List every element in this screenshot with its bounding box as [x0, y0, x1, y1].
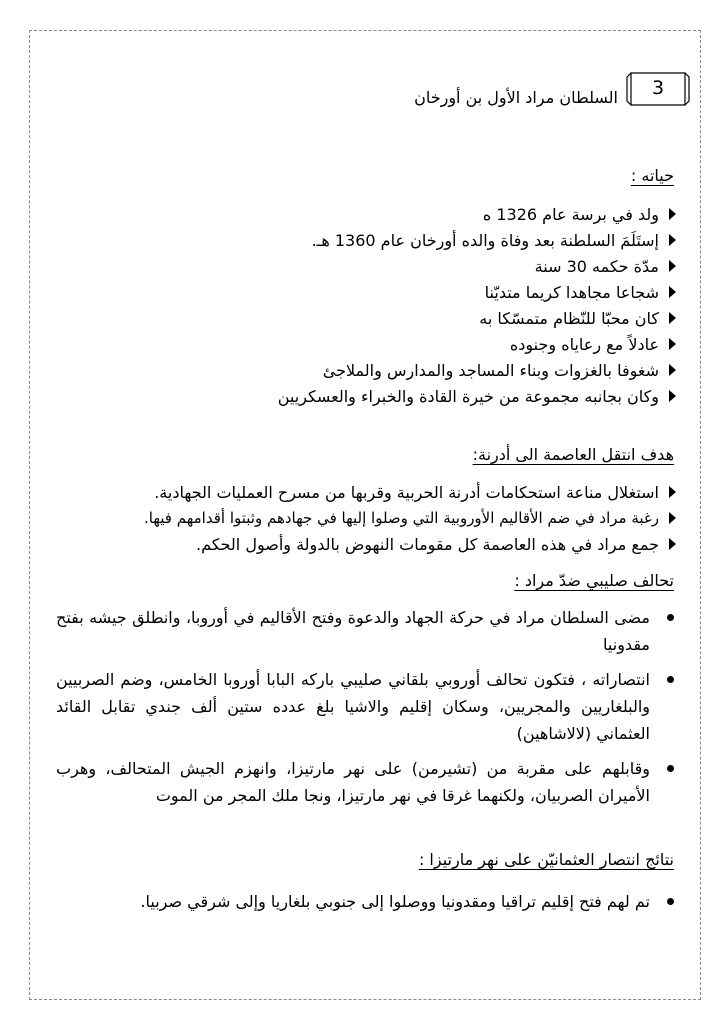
lesson-number-box — [625, 69, 691, 109]
triangle-bullet-icon — [669, 260, 676, 272]
list-item: انتصاراته ، فتكون تحالف أوروبي بلقاني صليبي باركه البابا أوروبا الخامس، وضم الصربيين والبلغاريين والمجريين، وسكان إقليم والاشيا بلغ عدده ستين ألف جندي تقابل القائد العثماني (لالاشاهين) — [56, 666, 676, 747]
bullet-dot-icon — [667, 898, 674, 905]
triangle-bullet-icon — [669, 312, 676, 324]
list-item: جمع مراد في هذه العاصمة كل مقومات النهوض بالدولة وأصول الحكم. — [144, 531, 676, 557]
list-item: وكان بجانبه مجموعة من خيرة القادة والخبراء والعسكريين — [278, 383, 676, 409]
capital-list — [144, 479, 676, 557]
triangle-bullet-icon — [669, 512, 676, 524]
triangle-bullet-icon — [669, 234, 676, 246]
section-heading-life: حياته : — [630, 166, 674, 185]
section-heading-alliance: تحالف صليبي ضدّ مراد : — [514, 571, 674, 590]
bullet-dot-icon — [667, 676, 674, 683]
list-item: كان محبّا للنّظام متمسّكا به — [278, 305, 676, 331]
triangle-bullet-icon — [669, 390, 676, 402]
list-item: شجاعا مجاهدا كريما متديّنا — [278, 279, 676, 305]
list-item: مدّة حكمه 30 سنة — [278, 253, 676, 279]
section-heading-capital: هدف انتقل العاصمة الى أدرنة: — [472, 445, 674, 464]
section-heading-results: نتائج انتصار العثمانيّن على نهر مارتيزا : — [418, 850, 674, 869]
list-item: وقابلهم على مقربة من (تشيرمن) على نهر مارتيزا، وانهزم الجيش المتحالف، وهرب الأميران الصربيان، ولكنهما غرقا في نهر مارتيزا، ونجا ملك المجر من الموت — [56, 755, 676, 809]
list-item: إستَلَمَ السلطنة بعد وفاة والده أورخان عام 1360 هـ. — [278, 227, 676, 253]
triangle-bullet-icon — [669, 208, 676, 220]
page-title: السلطان مراد الأول بن أورخان — [414, 88, 618, 107]
triangle-bullet-icon — [669, 486, 676, 498]
bullet-dot-icon — [667, 765, 674, 772]
results-list — [56, 888, 676, 915]
list-item: مضى السلطان مراد في حركة الجهاد والدعوة وفتح الأقاليم في أوروبا، وانطلق جيشه بفتح مقدونيا — [56, 604, 676, 658]
list-item: تم لهم فتح إقليم تراقيا ومقدونيا ووصلوا إلى جنوبي بلغاريا وإلى شرقي صربيا. — [56, 888, 676, 915]
alliance-list — [56, 604, 676, 809]
life-list — [278, 201, 676, 409]
list-item: استغلال مناعة استحكامات أدرنة الحربية وقربها من مسرح العمليات الجهادية. — [144, 479, 676, 505]
lesson-number: 3 — [651, 77, 665, 99]
bullet-dot-icon — [667, 614, 674, 621]
list-item: عادلاً مع رعاياه وجنوده — [278, 331, 676, 357]
list-item: ولد في برسة عام 1326 ه — [278, 201, 676, 227]
triangle-bullet-icon — [669, 538, 676, 550]
triangle-bullet-icon — [669, 286, 676, 298]
list-item: رغبة مراد في ضم الأقاليم الأوروبية التي وصلوا إليها في جهادهم وثبتوا أقدامهم فيها. — [144, 505, 676, 531]
triangle-bullet-icon — [669, 364, 676, 376]
list-item: شغوفا بالغزوات وبناء المساجد والمدارس والملاجئ — [278, 357, 676, 383]
triangle-bullet-icon — [669, 338, 676, 350]
